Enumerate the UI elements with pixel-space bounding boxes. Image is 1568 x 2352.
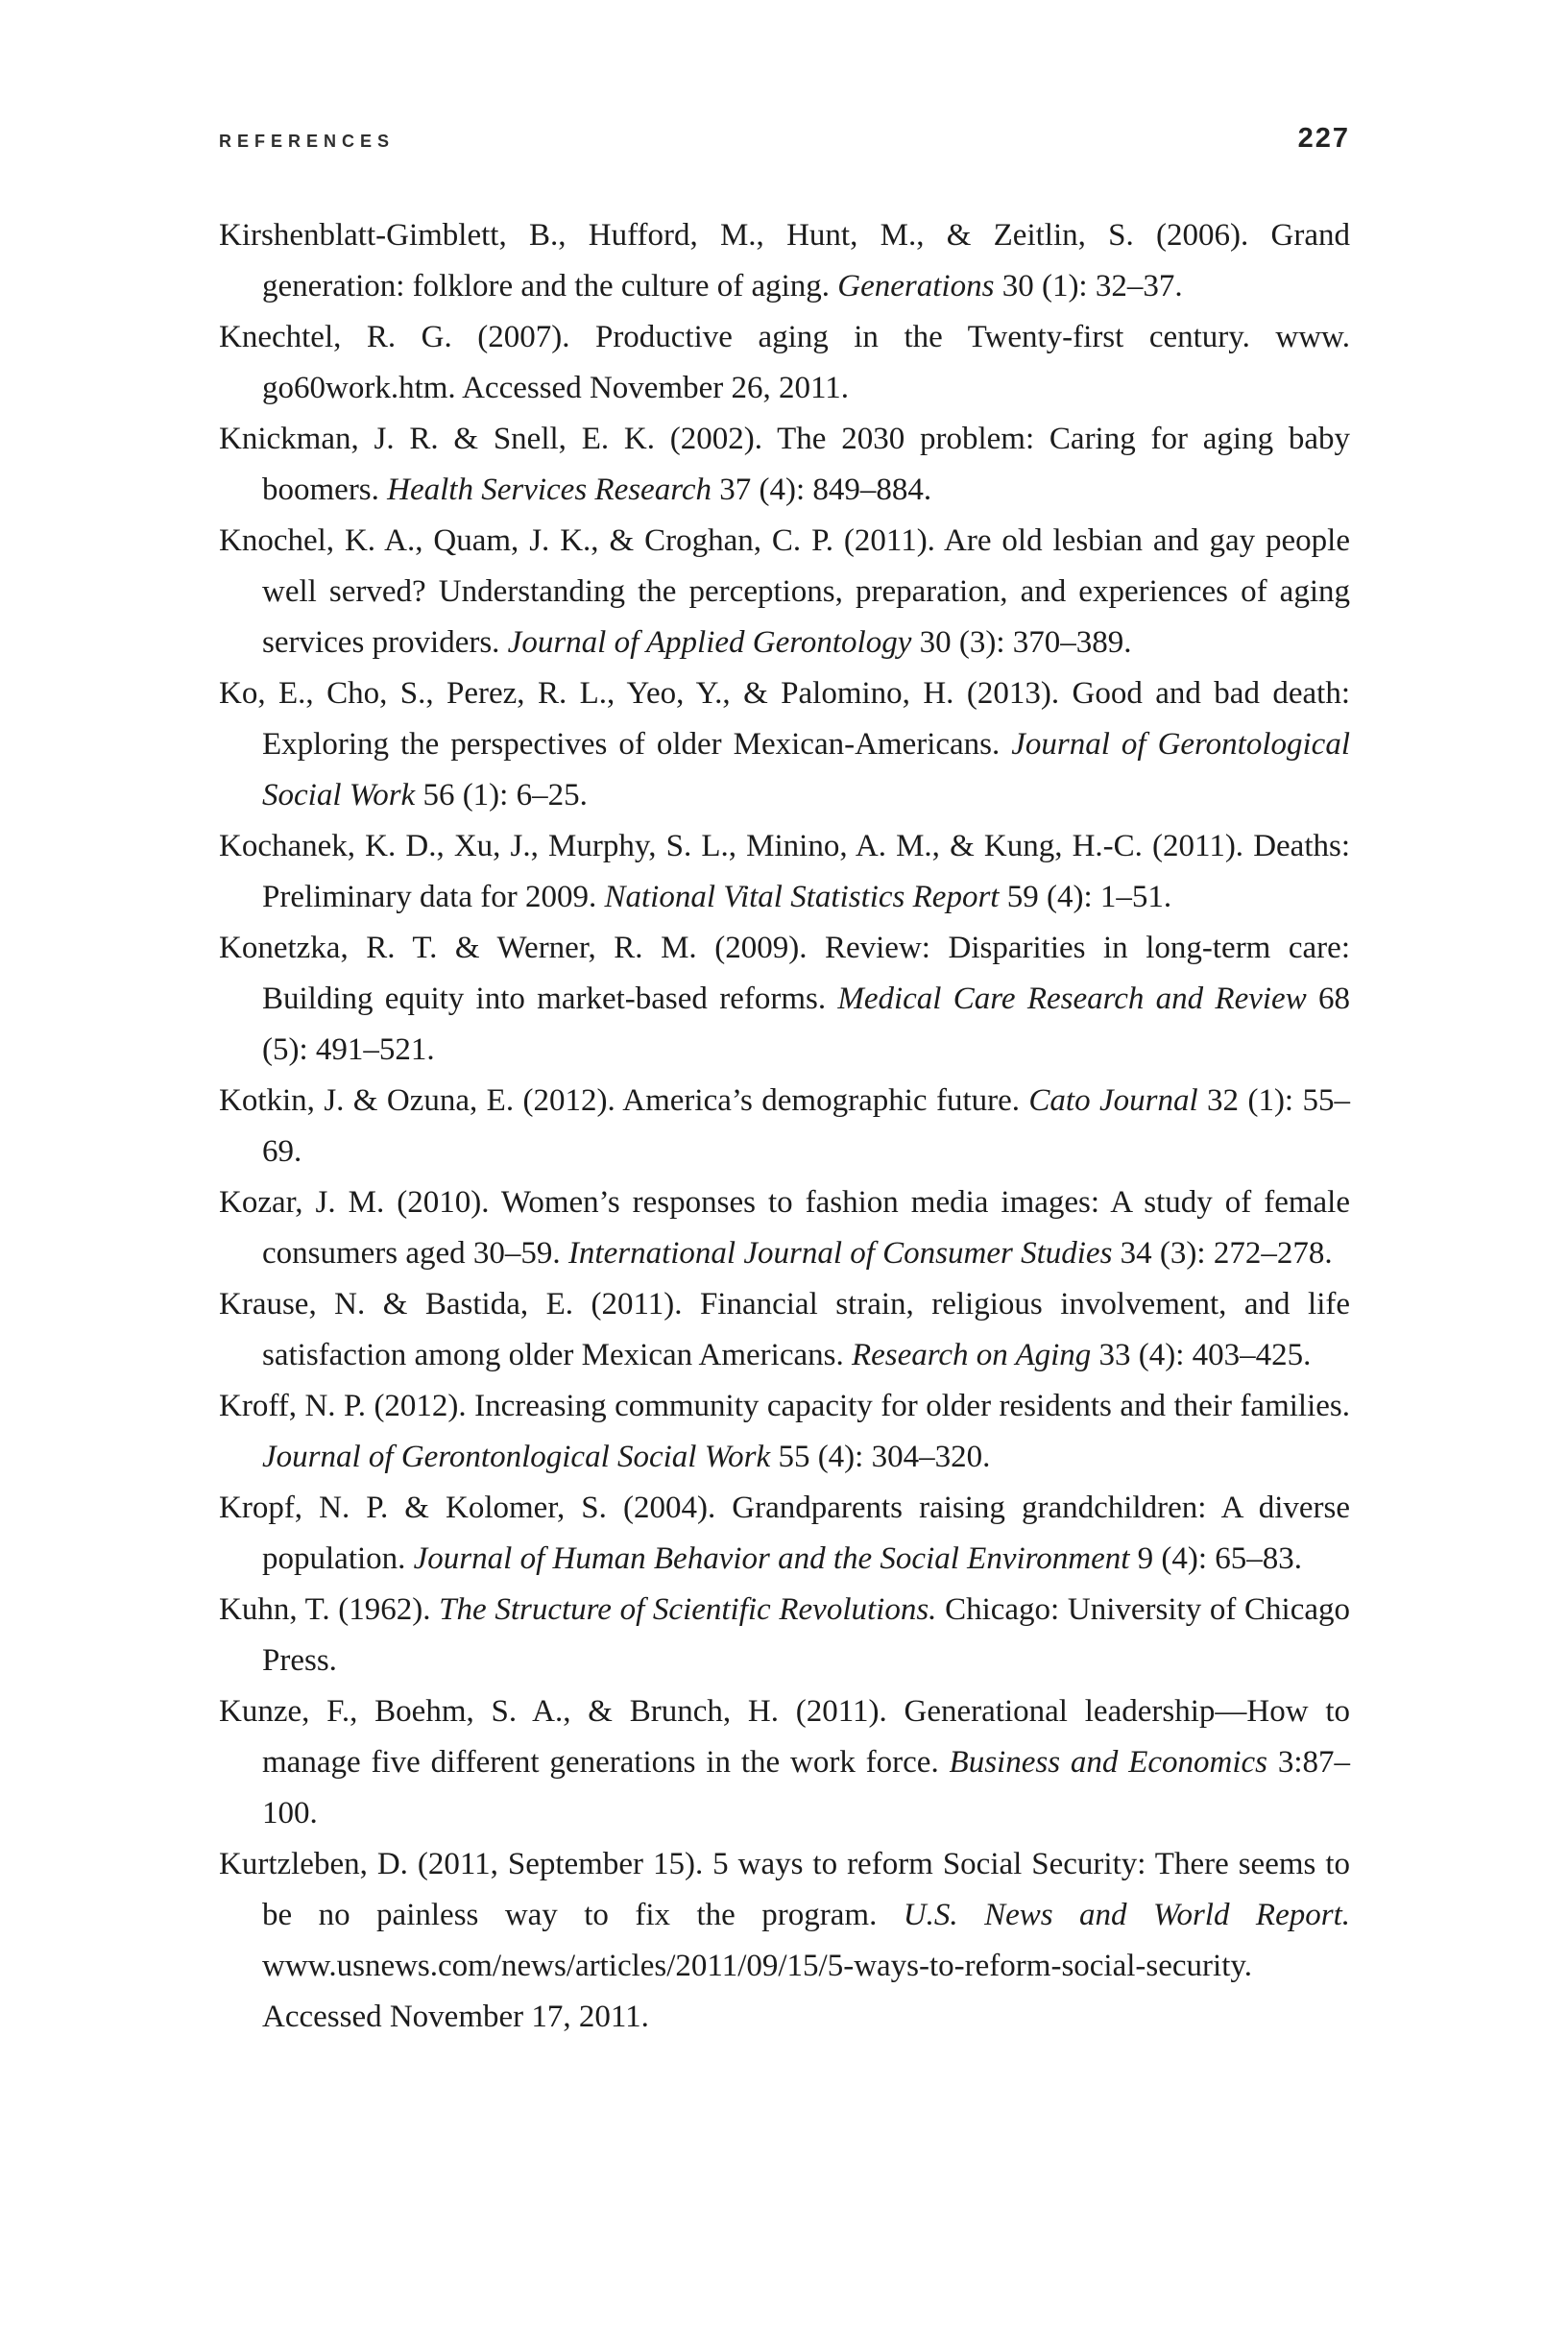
reference-entry xyxy=(219,210,1350,312)
italic-title: Medical Care Research and Review xyxy=(837,982,1307,1016)
running-head xyxy=(219,123,1350,155)
reference-text: 30 (3): 370–389. xyxy=(911,625,1132,660)
reference-text: Knickman, J. R. & Snell, E. K. (2002). The 2030 problem: Caring for aging baby boomers. xyxy=(219,422,1350,507)
references-list xyxy=(219,210,1350,2043)
italic-title: Health Services Research xyxy=(387,473,712,507)
italic-title: Generations xyxy=(837,269,995,303)
reference-entry xyxy=(219,1839,1350,2043)
reference-text: Knochel, K. A., Quam, J. K., & Croghan, C. P. (2011). Are old lesbian and gay people well served? Understanding the perceptions, preparation, and experiences of aging services providers. xyxy=(219,523,1350,660)
italic-title: The Structure of Scientific Revolutions. xyxy=(439,1592,937,1627)
reference-entry xyxy=(219,1686,1350,1839)
reference-entry xyxy=(219,668,1350,821)
reference-text: 37 (4): 849–884. xyxy=(711,473,932,507)
reference-text: Kozar, J. M. (2010). Women’s responses to fashion media images: A study of female consumers aged 30–59. xyxy=(219,1185,1350,1271)
reference-text: Kirshenblatt-Gimblett, B., Hufford, M., Hunt, M., & Zeitlin, S. (2006). Grand generation: folklore and the culture of aging. xyxy=(219,218,1350,303)
reference-entry xyxy=(219,1076,1350,1177)
reference-text: Krause, N. & Bastida, E. (2011). Financial strain, religious involvement, and life satisfaction among older Mexican Americans. xyxy=(219,1287,1350,1372)
italic-title: International Journal of Consumer Studies xyxy=(567,1236,1113,1271)
page-number: 227 xyxy=(1297,123,1350,154)
reference-entry xyxy=(219,312,1350,414)
reference-text: 3:87–100. xyxy=(262,1745,1351,1831)
reference-text: Kurtzleben, D. (2011, September 15). 5 ways to reform Social Security: There seems to be no painless way to fix the program. xyxy=(219,1847,1350,1932)
reference-entry xyxy=(219,923,1350,1076)
italic-title: Journal of Human Behavior and the Social Environment xyxy=(413,1541,1130,1576)
italic-title: Journal of Gerontonlogical Social Work xyxy=(262,1440,771,1474)
reference-text: Kochanek, K. D., Xu, J., Murphy, S. L., Minino, A. M., & Kung, H.-C. (2011). Deaths: Preliminary data for 2009. xyxy=(219,829,1350,914)
reference-entry xyxy=(219,1381,1350,1483)
reference-text: Knechtel, R. G. (2007). Productive aging in the Twenty-first century. www. go60work.htm. Accessed November 26, 2011. xyxy=(219,320,1350,405)
italic-title: Journal of Gerontological Social Work xyxy=(262,727,1350,812)
reference-entry xyxy=(219,1483,1350,1585)
reference-entry xyxy=(219,1585,1350,1686)
reference-text: Chicago: University of Chicago Press. xyxy=(262,1592,1350,1678)
reference-text: 55 (4): 304–320. xyxy=(770,1440,991,1474)
reference-text: Konetzka, R. T. & Werner, R. M. (2009). Review: Disparities in long-term care: Building equity into market-based reforms. xyxy=(219,931,1350,1016)
reference-text: Kotkin, J. & Ozuna, E. (2012). America’s demographic future. xyxy=(219,1083,1029,1118)
reference-entry xyxy=(219,414,1350,516)
running-head-title: REFERENCES xyxy=(219,132,396,151)
italic-title: National Vital Statistics Report xyxy=(604,880,1000,914)
reference-text: 34 (3): 272–278. xyxy=(1112,1236,1333,1271)
reference-entry xyxy=(219,516,1350,668)
italic-title: Cato Journal xyxy=(1028,1083,1198,1118)
italic-title: U.S. News and World Report. xyxy=(903,1898,1350,1932)
reference-text: Kunze, F., Boehm, S. A., & Brunch, H. (2011). Generational leadership—How to manage five different generations in the work force. xyxy=(219,1694,1350,1780)
italic-title: Research on Aging xyxy=(851,1338,1092,1372)
italic-title: Business and Economics xyxy=(949,1745,1267,1780)
reference-text: 68 (5): 491–521. xyxy=(262,982,1350,1067)
reference-text: 59 (4): 1–51. xyxy=(999,880,1172,914)
reference-entry xyxy=(219,1177,1350,1279)
reference-text: Kropf, N. P. & Kolomer, S. (2004). Grandparents raising grandchildren: A diverse population. xyxy=(219,1491,1350,1576)
reference-text: Ko, E., Cho, S., Perez, R. L., Yeo, Y., & Palomino, H. (2013). Good and bad death: Exploring the perspectives of older Mexican-Americans. xyxy=(219,676,1350,762)
reference-text: 56 (1): 6–25. xyxy=(415,778,588,812)
reference-text: 9 (4): 65–83. xyxy=(1129,1541,1303,1576)
reference-text: 33 (4): 403–425. xyxy=(1091,1338,1312,1372)
reference-text: Kroff, N. P. (2012). Increasing community capacity for older residents and their families. xyxy=(219,1389,1350,1423)
reference-text: www.usnews.com/news/articles/2011/09/15/5-ways-to-reform-social-security. Accessed November 17, 2011. xyxy=(262,1949,1252,2034)
italic-title: Journal of Applied Gerontology xyxy=(507,625,912,660)
reference-text: Kuhn, T. (1962). xyxy=(219,1592,440,1627)
reference-text: 30 (1): 32–37. xyxy=(994,269,1183,303)
reference-entry xyxy=(219,821,1350,923)
reference-text: 32 (1): 55–69. xyxy=(262,1083,1351,1169)
reference-entry xyxy=(219,1279,1350,1381)
